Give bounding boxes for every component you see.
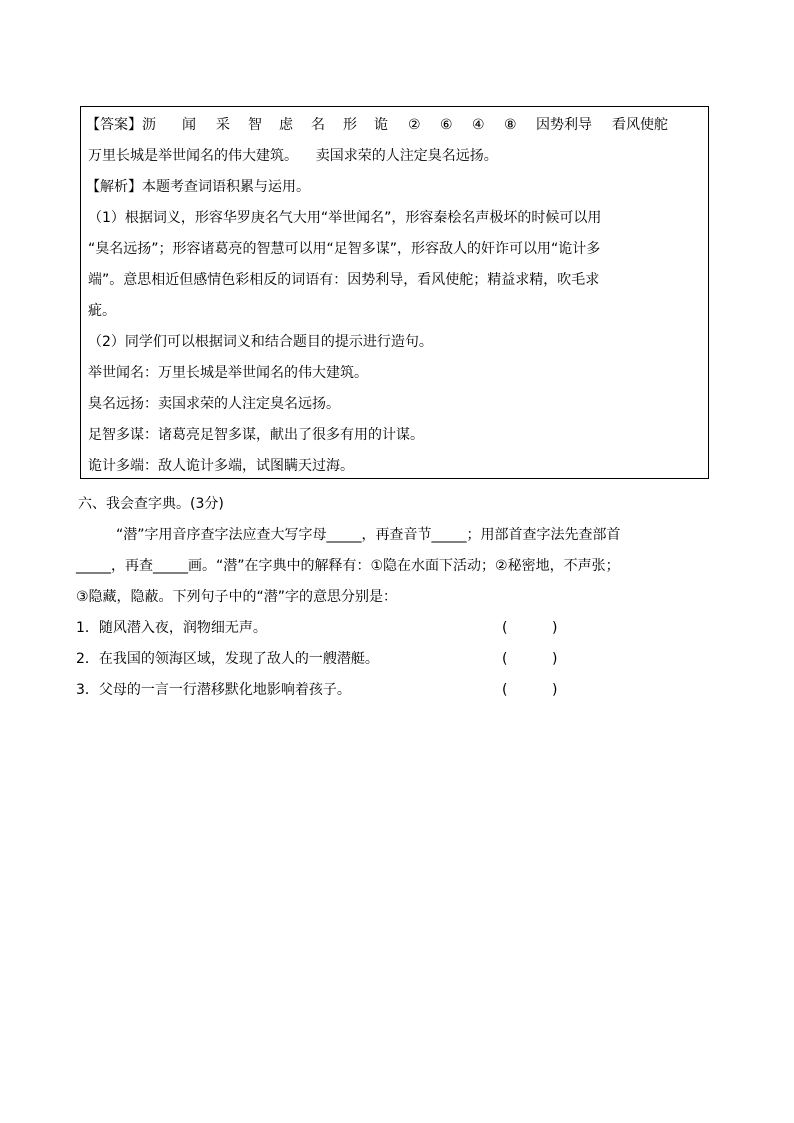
question-paragraph: ③隐藏，隐蔽。下列句子中的“潜”字的意思分别是：	[76, 589, 398, 605]
answer-token: 因势利导	[536, 117, 592, 133]
answer-token: 看风使舵	[612, 117, 668, 133]
example-sentence: 诡计多端：敌人诡计多端，试图瞒天过海。	[88, 458, 354, 474]
analysis-text: 端”。意思相近但感情色彩相反的词语有：因势利导，看风使舵；精益求精，吹毛求	[88, 272, 600, 288]
analysis-text: （2）同学们可以根据词义和结合题目的提示进行造句。	[88, 334, 433, 350]
answer-token: 形	[343, 117, 357, 133]
analysis-heading: 【解析】本题考查词语积累与运用。	[86, 179, 310, 195]
analysis-text: “臭名远扬”；形容诸葛亮的智慧可以用“足智多谋”，形容敌人的奸诈可以用“诡计多	[88, 241, 601, 257]
answer-token: 采	[216, 117, 230, 133]
example-sentence: 臭名远扬：卖国求荣的人注定臭名远扬。	[88, 396, 340, 412]
answer-token: ⑥	[440, 117, 453, 133]
answer-blank[interactable]: ( )	[502, 620, 558, 636]
answer-token: 虑	[279, 117, 293, 133]
example-sentence: 举世闻名：万里长城是举世闻名的伟大建筑。	[88, 365, 368, 381]
list-item-text: 3．父母的一言一行潜移默化地影响着孩子。	[76, 682, 351, 698]
answer-token: ⑧	[504, 117, 517, 133]
analysis-text: 疵。	[88, 303, 116, 319]
analysis-text: （1）根据词义，形容华罗庚名气大用“举世闻名”，形容秦桧名声极坏的时候可以用	[88, 210, 602, 226]
answer-token: 智	[248, 117, 262, 133]
question-paragraph: _____，再查_____画。“潜”在字典中的解释有：①隐在水面下活动；②秘密地，不声张；	[76, 558, 620, 574]
answer-token: ④	[472, 117, 485, 133]
list-item	[76, 618, 696, 638]
example-sentence: 足智多谋：诸葛亮足智多谋，献出了很多有用的计谋。	[88, 427, 424, 443]
answer-blank[interactable]: ( )	[502, 651, 558, 667]
answer-sentences: 万里长城是举世闻名的伟大建筑。 卖国求荣的人注定臭名远扬。	[88, 148, 498, 164]
list-item-text: 2．在我国的领海区域，发现了敌人的一艘潜艇。	[76, 651, 379, 667]
answer-token: 【答案】沥	[86, 117, 156, 133]
list-item	[76, 649, 696, 669]
answer-token: 诡	[374, 117, 388, 133]
list-item	[76, 680, 696, 700]
list-item-text: 1．随风潜入夜，润物细无声。	[76, 620, 267, 636]
answer-blank[interactable]: ( )	[502, 682, 558, 698]
answer-box	[80, 106, 709, 479]
section-heading: 六、我会查字典。(3分)	[78, 496, 224, 512]
answer-token: 闻	[182, 117, 196, 133]
question-paragraph: “潜”字用音序查字法应查大写字母_____，再查音节_____；用部首查字法先查部首	[116, 527, 621, 543]
answer-token: ②	[408, 117, 421, 133]
answer-token: 名	[311, 117, 325, 133]
